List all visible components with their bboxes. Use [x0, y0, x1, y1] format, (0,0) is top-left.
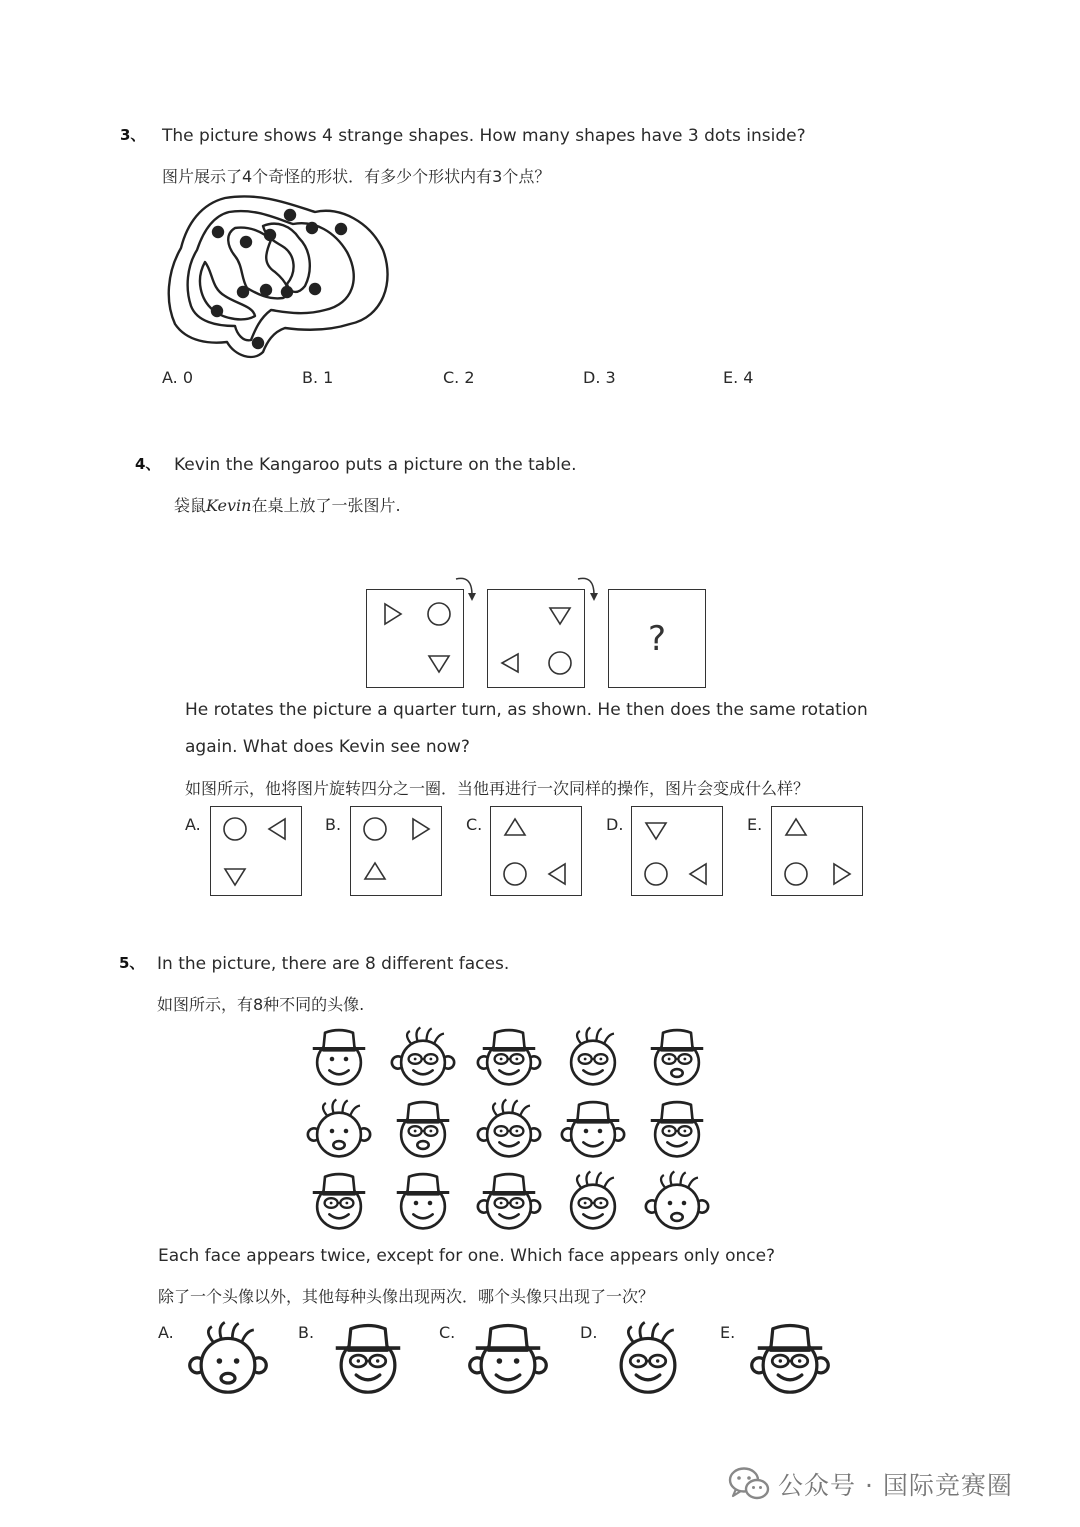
question-4-option-e-picture[interactable] — [771, 806, 863, 896]
wechat-icon — [728, 1466, 770, 1502]
question-4-kevin-name: Kevin — [206, 496, 252, 515]
question-4-text-cn-before: 袋鼠 — [174, 496, 207, 515]
face-hat-glasses-mouth-o — [642, 1024, 712, 1094]
question-4-text-en2-line1: He rotates the picture a quarter turn, as shown. He then does the same rotation — [185, 700, 868, 720]
face-hat-ears-glasses-smile — [474, 1024, 544, 1094]
question-5-option-b-face[interactable] — [320, 1318, 416, 1404]
question-4-text-cn-after: 在桌上放了一张图片. — [251, 496, 401, 515]
face-hair-ears-glasses-smile — [474, 1096, 544, 1166]
question-3-option-c[interactable]: C. 2 — [443, 368, 475, 387]
strange-shapes-figure — [165, 192, 395, 362]
watermark-text: 公众号 · 国际竞赛圈 — [778, 1471, 1013, 1500]
question-3-option-e[interactable]: E. 4 — [723, 368, 754, 387]
picture-unknown — [608, 589, 706, 688]
face-hat-glasses-mouth-o — [388, 1096, 458, 1166]
question-5-option-a-face[interactable] — [178, 1318, 278, 1404]
question-5-text-en: In the picture, there are 8 different faces. — [157, 954, 510, 974]
question-5-option-e-label[interactable]: E. — [720, 1323, 736, 1342]
face-hat-glasses-smile — [642, 1096, 712, 1166]
question-5-option-d-label[interactable]: D. — [580, 1323, 598, 1342]
question-3-text-cn: 图片展示了4个奇怪的形状．有多少个形状内有3个点？ — [162, 167, 551, 186]
face-hat-glasses-smile — [304, 1168, 374, 1238]
watermark — [728, 1466, 1013, 1502]
question-5-option-b-label[interactable]: B. — [298, 1323, 315, 1342]
face-hair-ears-eyes-mouth-o — [304, 1096, 374, 1166]
question-4-option-b-label[interactable]: B. — [325, 815, 342, 834]
question-3-option-b[interactable]: B. 1 — [302, 368, 334, 387]
question-5-text-cn: 如图所示，有8种不同的头像. — [157, 995, 365, 1014]
question-4-option-c-label[interactable]: C. — [466, 815, 483, 834]
question-5-option-a-label[interactable]: A. — [158, 1323, 174, 1342]
question-4-text-cn2: 如图所示，他将图片旋转四分之一圈．当他再进行一次同样的操作，图片会变成什么样？ — [185, 779, 810, 798]
face-hair-glasses-smile — [558, 1024, 628, 1094]
picture-rotated-once — [487, 589, 585, 688]
picture-original — [366, 589, 464, 688]
question-5-option-c-label[interactable]: C. — [439, 1323, 456, 1342]
question-4-number: 4、 — [135, 455, 161, 473]
question-4-text-en2-line2: again. What does Kevin see now? — [185, 737, 470, 757]
rotate-arrow-icon-1 — [452, 573, 478, 605]
question-4-option-d-picture[interactable] — [631, 806, 723, 896]
question-4-text-cn — [174, 493, 401, 516]
question-4-text-en: Kevin the Kangaroo puts a picture on the table. — [174, 455, 577, 475]
question-3-option-d[interactable]: D. 3 — [583, 368, 616, 387]
question-5-text-en2: Each face appears twice, except for one. Which face appears only once? — [158, 1246, 776, 1266]
rotate-arrow-icon-2 — [574, 573, 600, 605]
face-hair-ears-eyes-mouth-o — [642, 1168, 712, 1238]
question-3-text-en: The picture shows 4 strange shapes. How many shapes have 3 dots inside? — [162, 126, 806, 146]
question-mark: ? — [647, 618, 667, 659]
question-5-text-cn2: 除了一个头像以外，其他每种头像出现两次．哪个头像只出现了一次？ — [158, 1287, 655, 1306]
question-5-option-c-face[interactable] — [458, 1318, 558, 1404]
question-5-number: 5、 — [119, 954, 145, 972]
face-hat-eyes-smile — [388, 1168, 458, 1238]
face-hair-glasses-smile — [558, 1168, 628, 1238]
question-4-option-b-picture[interactable] — [350, 806, 442, 896]
question-5-option-e-face[interactable] — [740, 1318, 840, 1404]
question-4-option-e-label[interactable]: E. — [747, 815, 763, 834]
question-4-option-a-picture[interactable] — [210, 806, 302, 896]
face-hat-ears-glasses-smile — [474, 1168, 544, 1238]
question-4-option-a-label[interactable]: A. — [185, 815, 201, 834]
faces-grid — [302, 1020, 722, 1240]
question-4-option-d-label[interactable]: D. — [606, 815, 624, 834]
face-hair-ears-glasses-smile — [388, 1024, 458, 1094]
face-hat-eyes-smile — [304, 1024, 374, 1094]
question-4-option-c-picture[interactable] — [490, 806, 582, 896]
question-5-option-d-face[interactable] — [600, 1318, 696, 1404]
face-hat-ears-eyes-smile — [558, 1096, 628, 1166]
question-3-number: 3、 — [120, 126, 146, 144]
question-3-option-a[interactable]: A. 0 — [162, 368, 194, 387]
